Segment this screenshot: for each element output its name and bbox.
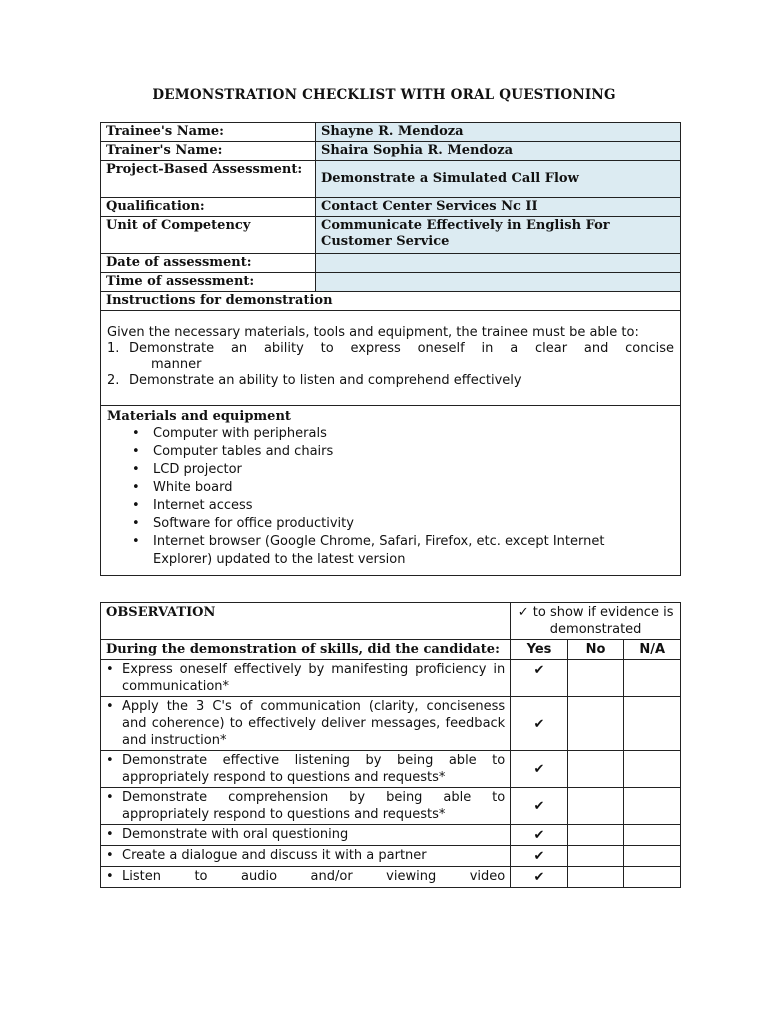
check-na: [624, 788, 681, 825]
check-no: [567, 788, 624, 825]
unit-row: [101, 217, 681, 254]
col-no-header: No: [567, 640, 624, 660]
instructions-header: Instructions for demonstration: [101, 292, 681, 311]
assessment-info-table: [100, 122, 681, 576]
date-row: [101, 254, 681, 273]
check-na: [624, 846, 681, 867]
check-na: [624, 825, 681, 846]
instructions-intro: Given the necessary materials, tools and equipment, the trainee must be able to:: [107, 325, 639, 340]
qualification-label: Qualification:: [101, 198, 316, 217]
instructions-header-row: [101, 292, 681, 311]
check-no: [567, 846, 624, 867]
bullet-icon: •: [132, 534, 140, 549]
trainer-value: Shaira Sophia R. Mendoza: [316, 142, 681, 161]
trainee-value: Shayne R. Mendoza: [316, 123, 681, 142]
bullet-icon: •: [106, 869, 114, 884]
materials-header: Materials and equipment: [107, 409, 291, 424]
bullet-icon: •: [106, 790, 114, 805]
document-title: DEMONSTRATION CHECKLIST WITH ORAL QUESTIONING: [152, 87, 616, 103]
materials-list: [107, 425, 674, 569]
bullet-icon: •: [132, 498, 140, 513]
instruction-text-cont: manner: [151, 357, 202, 372]
observation-item: • Listen to audio and/or viewing video: [101, 867, 511, 888]
trainee-row: [101, 123, 681, 142]
observation-table: [100, 602, 681, 888]
observation-header: OBSERVATION: [101, 603, 511, 640]
tick-note: ✓ to show if evidence is demonstrated: [511, 603, 681, 640]
unit-label: Unit of Competency: [101, 217, 316, 254]
bullet-icon: •: [132, 444, 140, 459]
check-yes: ✔: [511, 846, 568, 867]
materials-item: • LCD projector: [132, 462, 242, 477]
table-row: [101, 846, 681, 867]
check-yes: ✔: [511, 867, 568, 888]
check-na: [624, 867, 681, 888]
materials-item: • Internet browser (Google Chrome, Safari, Firefox, etc. except Internet Explorer) updated to the latest version: [132, 534, 605, 567]
observation-item: • Demonstrate effective listening by being able to appropriately respond to questions and requests*: [101, 751, 511, 788]
project-label: Project-Based Assessment:: [101, 161, 316, 198]
time-value: [316, 273, 681, 292]
table-row: [101, 867, 681, 888]
time-label: Time of assessment:: [101, 273, 316, 292]
table-row: [101, 788, 681, 825]
materials-cell: [101, 406, 681, 576]
observation-item: • Create a dialogue and discuss it with a partner: [101, 846, 511, 867]
instruction-text: Demonstrate an ability to listen and comprehend effectively: [129, 373, 522, 388]
check-no: [567, 751, 624, 788]
check-yes: ✔: [511, 751, 568, 788]
check-no: [567, 867, 624, 888]
instruction-number: 1.: [107, 341, 120, 356]
materials-item: • Computer with peripherals: [132, 426, 327, 441]
bullet-icon: •: [106, 699, 114, 714]
instructions-row: [101, 311, 681, 406]
observation-header-row: [101, 603, 681, 640]
instruction-text: Demonstrate an ability to express oneself in a clear and concise: [129, 341, 674, 356]
bullet-icon: •: [132, 462, 140, 477]
question-row: [101, 640, 681, 660]
materials-item: • White board: [132, 480, 233, 495]
bullet-icon: •: [106, 662, 114, 677]
materials-item: • Software for office productivity: [132, 516, 354, 531]
project-value: Demonstrate a Simulated Call Flow: [316, 161, 681, 198]
instruction-item: [107, 373, 674, 389]
unit-value: Communicate Effectively in English For Customer Service: [316, 217, 681, 254]
qualification-value: Contact Center Services Nc II: [316, 198, 681, 217]
check-na: [624, 751, 681, 788]
instruction-item: [107, 341, 674, 373]
check-no: [567, 697, 624, 751]
check-yes: ✔: [511, 697, 568, 751]
project-row: [101, 161, 681, 198]
bullet-icon: •: [106, 827, 114, 842]
materials-item: • Computer tables and chairs: [132, 444, 334, 459]
time-row: [101, 273, 681, 292]
check-yes: ✔: [511, 788, 568, 825]
observation-item: • Apply the 3 C's of communication (clarity, conciseness and coherence) to effectively deliver messages, feedback and instruction*: [101, 697, 511, 751]
qualification-row: [101, 198, 681, 217]
table-row: [101, 697, 681, 751]
check-na: [624, 697, 681, 751]
check-no: [567, 825, 624, 846]
table-row: [101, 751, 681, 788]
observation-item: • Demonstrate with oral questioning: [101, 825, 511, 846]
trainer-row: [101, 142, 681, 161]
observation-question: During the demonstration of skills, did the candidate:: [101, 640, 511, 660]
materials-item: • Internet access: [132, 498, 253, 513]
trainee-label: Trainee's Name:: [101, 123, 316, 142]
materials-row: [101, 406, 681, 576]
instructions-list: [107, 341, 674, 389]
bullet-icon: •: [132, 426, 140, 441]
col-na-header: N/A: [624, 640, 681, 660]
instruction-number: 2.: [107, 373, 120, 388]
trainer-label: Trainer's Name:: [101, 142, 316, 161]
observation-item: • Express oneself effectively by manifesting proficiency in communication*: [101, 660, 511, 697]
check-na: [624, 660, 681, 697]
check-yes: ✔: [511, 825, 568, 846]
check-yes: ✔: [511, 660, 568, 697]
observation-item: • Demonstrate comprehension by being able to appropriately respond to questions and requests*: [101, 788, 511, 825]
bullet-icon: •: [132, 480, 140, 495]
table-row: [101, 825, 681, 846]
col-yes-header: Yes: [511, 640, 568, 660]
table-row: [101, 660, 681, 697]
check-no: [567, 660, 624, 697]
bullet-icon: •: [106, 753, 114, 768]
date-label: Date of assessment:: [101, 254, 316, 273]
date-value: [316, 254, 681, 273]
bullet-icon: •: [106, 848, 114, 863]
instructions-body: [101, 311, 681, 406]
bullet-icon: •: [132, 516, 140, 531]
